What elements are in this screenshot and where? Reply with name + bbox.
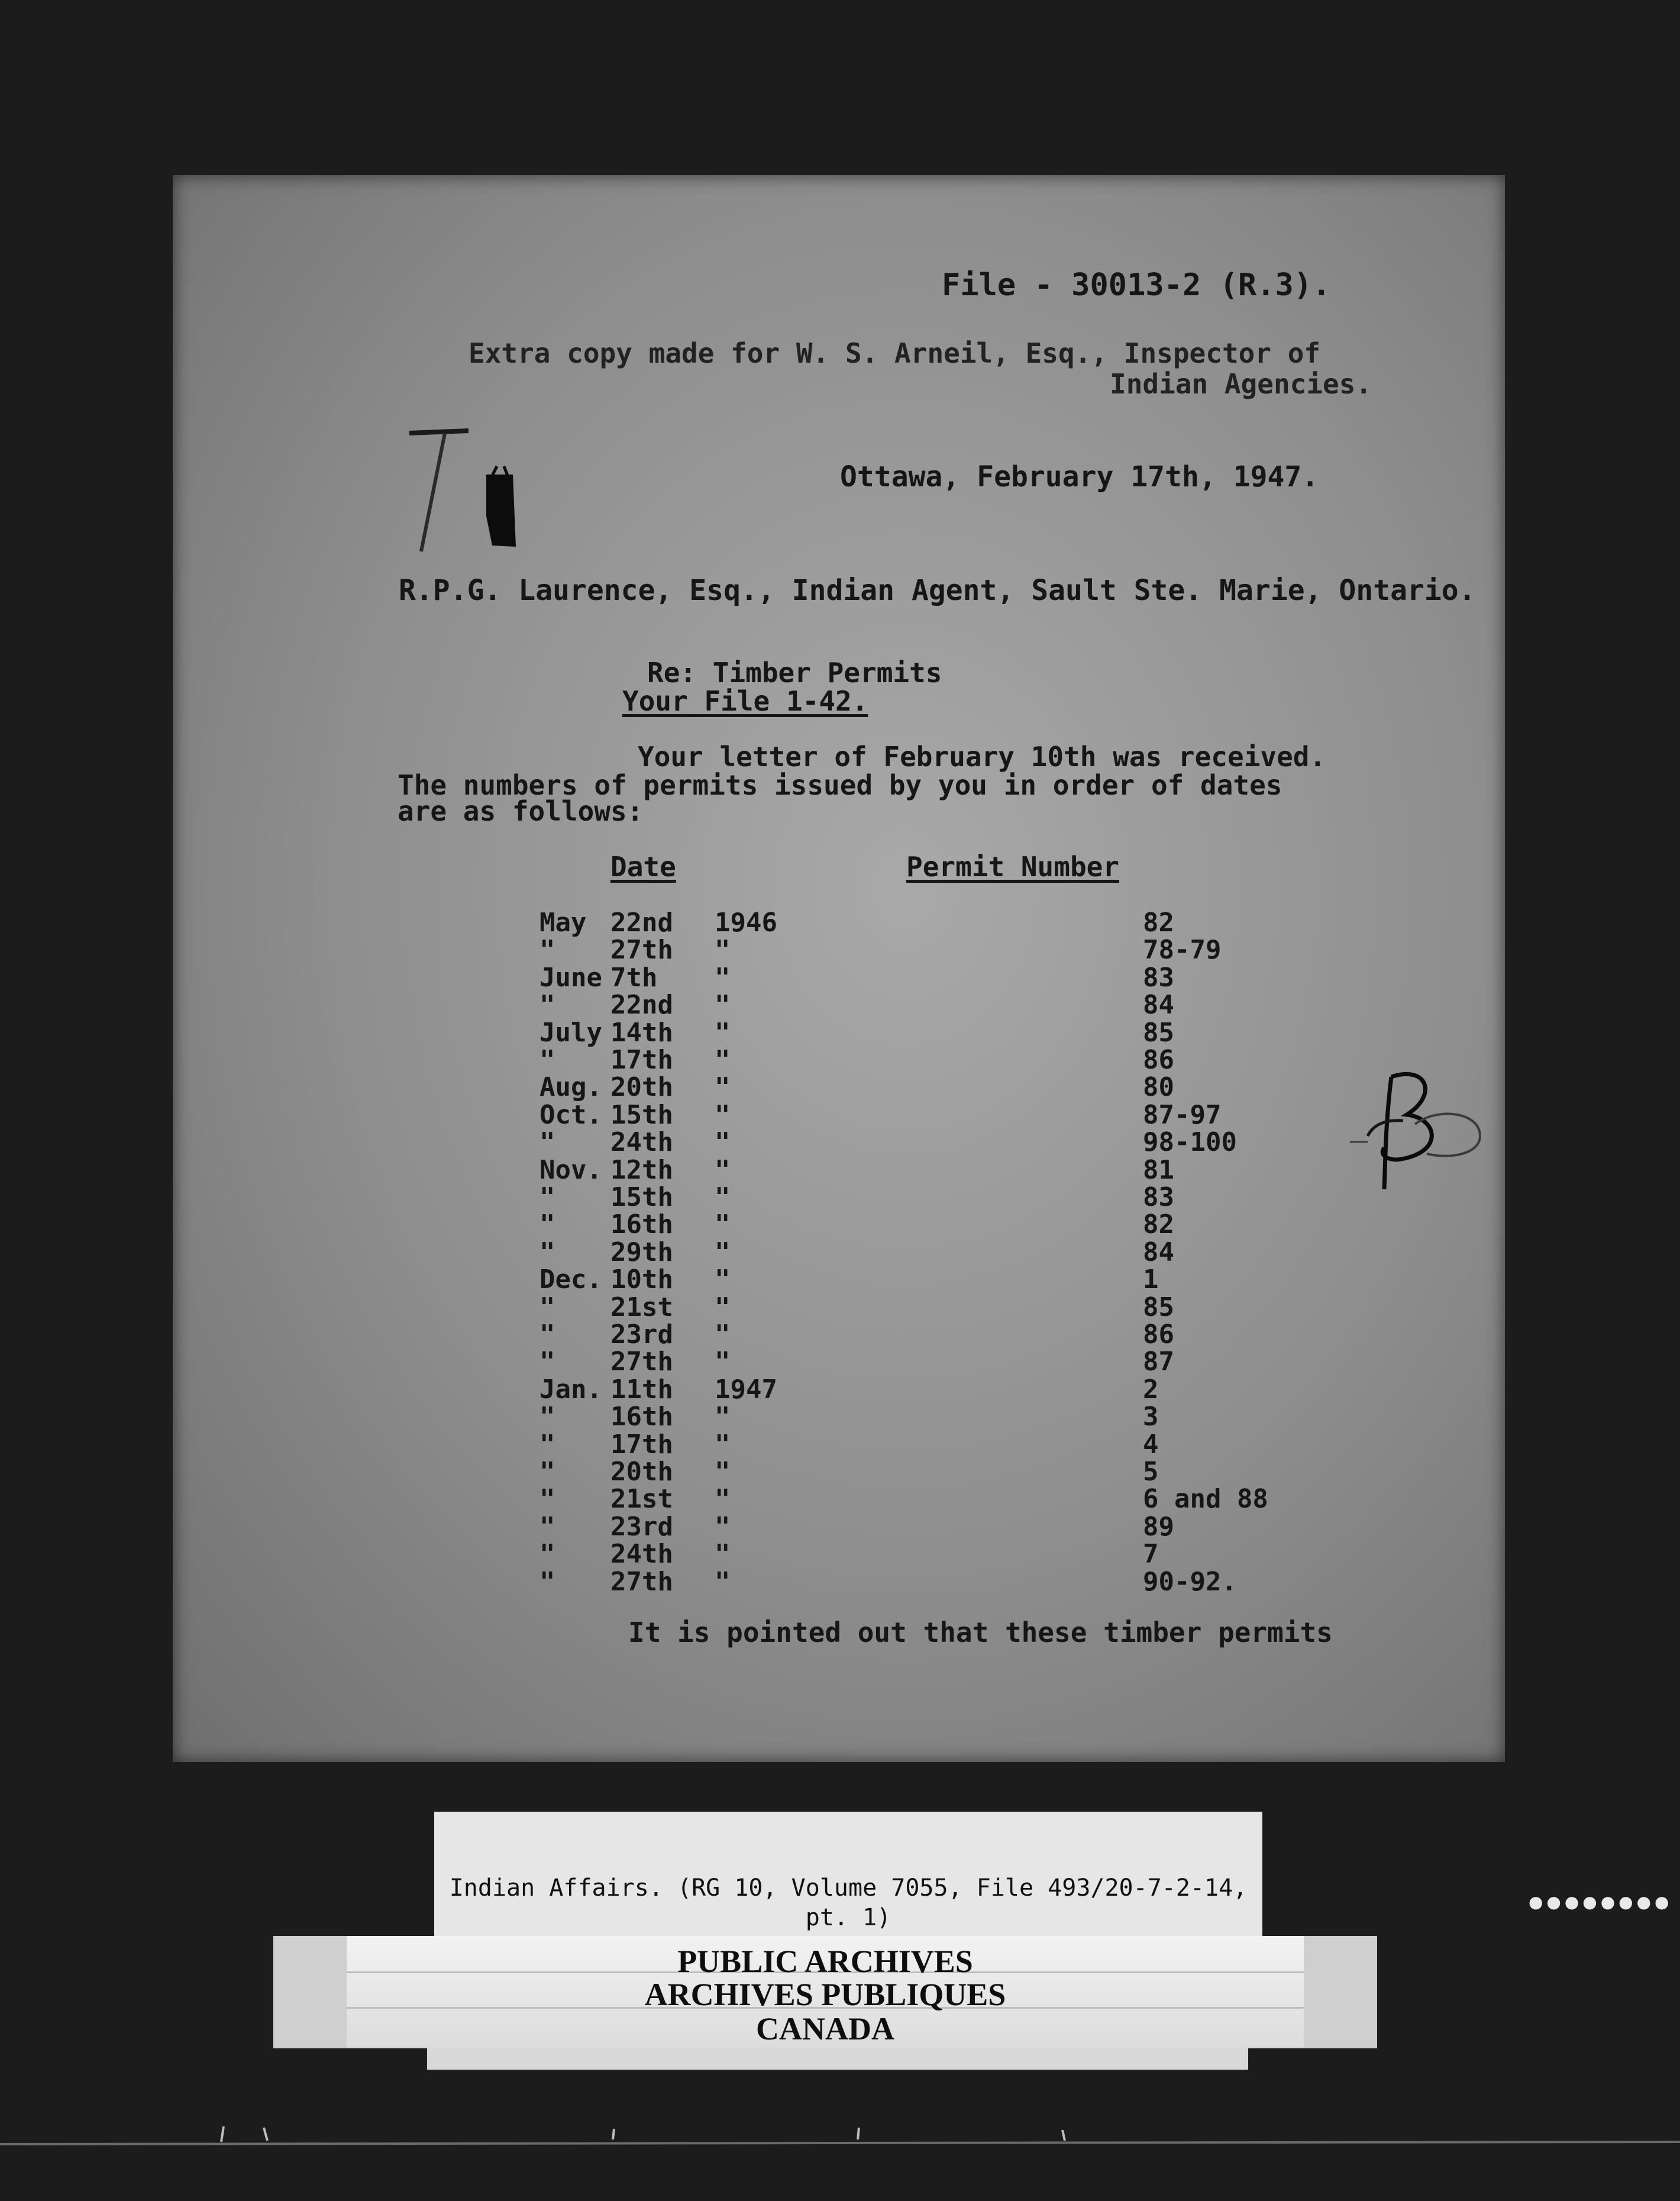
corner-pen-marks: [398, 409, 575, 587]
header-date: Date: [610, 851, 676, 883]
table-row: [539, 1237, 1190, 1267]
row-month: ": [539, 1182, 555, 1212]
table-row: [539, 1072, 1190, 1103]
row-day: 22nd: [610, 990, 673, 1021]
row-permit-number: 82: [1143, 908, 1174, 938]
row-year: ": [715, 1154, 731, 1185]
table-row: [539, 1484, 1268, 1515]
header-permit-number: Permit Number: [906, 851, 1120, 883]
row-year: 1946: [715, 908, 777, 938]
row-month: ": [539, 1347, 555, 1377]
row-permit-number: 80: [1143, 1072, 1174, 1103]
table-row: [539, 1402, 1190, 1432]
addressee: R.P.G. Laurence, Esq., Indian Agent, Sault Ste. Marie, Ontario.: [399, 574, 1476, 607]
row-year: ": [715, 1484, 731, 1515]
row-month: ": [539, 1292, 555, 1322]
table-row: [539, 1209, 1190, 1240]
row-year: ": [715, 1209, 731, 1240]
row-permit-number: 81: [1143, 1154, 1174, 1185]
row-month: ": [539, 1539, 555, 1570]
row-year: ": [715, 1539, 731, 1570]
row-permit-number: 83: [1143, 1182, 1174, 1212]
row-day: 27th: [610, 1347, 673, 1377]
row-year: ": [715, 962, 731, 993]
row-month: July: [539, 1017, 602, 1048]
row-day: 21st: [610, 1292, 673, 1322]
row-month: Oct.: [539, 1099, 602, 1130]
table-row: [539, 990, 1190, 1021]
row-month: ": [539, 1457, 555, 1487]
row-permit-number: 85: [1143, 1292, 1174, 1322]
row-day: 23rd: [610, 1511, 673, 1542]
row-year: ": [715, 1292, 731, 1322]
row-day: 12th: [610, 1154, 673, 1185]
row-permit-number: 2: [1143, 1374, 1159, 1405]
body-line3: are as follows:: [398, 795, 644, 827]
table-row: [539, 962, 1190, 993]
row-day: 17th: [610, 1429, 673, 1460]
row-permit-number: 87: [1143, 1347, 1174, 1377]
row-day: 22nd: [610, 908, 673, 938]
row-month: Aug.: [539, 1072, 602, 1103]
row-day: 17th: [610, 1045, 673, 1075]
table-row: [539, 1374, 1190, 1405]
table-row: [539, 1045, 1190, 1075]
row-year: ": [715, 1402, 731, 1432]
row-permit-number: 84: [1143, 990, 1174, 1021]
row-day: 11th: [610, 1374, 673, 1405]
dateline: Ottawa, February 17th, 1947.: [840, 460, 1319, 493]
table-row: [539, 1347, 1190, 1377]
row-permit-number: 7: [1143, 1539, 1159, 1570]
table-row: [539, 1127, 1237, 1158]
row-day: 16th: [610, 1402, 673, 1432]
table-row: [539, 1182, 1190, 1212]
table-row: [539, 1319, 1190, 1350]
row-day: 23rd: [610, 1319, 673, 1350]
table-row: [539, 1539, 1190, 1570]
row-month: ": [539, 1045, 555, 1075]
row-month: ": [539, 1237, 555, 1267]
film-edge-ticks: [0, 2124, 1680, 2148]
table-row: [539, 1154, 1190, 1185]
row-day: 16th: [610, 1209, 673, 1240]
row-year: ": [715, 1319, 731, 1350]
row-permit-number: 86: [1143, 1319, 1174, 1350]
row-permit-number: 3: [1143, 1402, 1159, 1432]
row-day: 15th: [610, 1099, 673, 1130]
row-year: ": [715, 1511, 731, 1542]
copy-note-line2: Indian Agencies.: [1110, 368, 1372, 400]
archives-line3: CANADA: [756, 2011, 894, 2047]
archives-line1: PUBLIC ARCHIVES: [677, 1944, 973, 1979]
table-row: [539, 935, 1222, 966]
table-row: [539, 1264, 1190, 1295]
row-permit-number: 90-92.: [1143, 1566, 1237, 1597]
row-permit-number: 6 and 88: [1143, 1484, 1268, 1515]
row-day: 27th: [610, 1566, 673, 1597]
table-row: [539, 1292, 1190, 1322]
row-day: 27th: [610, 935, 673, 966]
row-year: ": [715, 1045, 731, 1075]
row-month: Jan.: [539, 1374, 602, 1405]
row-month: May: [539, 908, 587, 938]
label-bottom-strip: [427, 2048, 1248, 2070]
row-month: ": [539, 1566, 555, 1597]
row-day: 15th: [610, 1182, 673, 1212]
citation-line1: Indian Affairs. (RG 10, Volume 7055, File 493/20-7-2-14,: [449, 1874, 1248, 1902]
row-month: ": [539, 935, 555, 966]
table-row: [539, 1017, 1190, 1048]
table-row: [539, 1566, 1237, 1597]
row-month: ": [539, 1209, 555, 1240]
row-month: ": [539, 1429, 555, 1460]
row-year: ": [715, 1566, 731, 1597]
row-permit-number: 82: [1143, 1209, 1174, 1240]
row-day: 20th: [610, 1072, 673, 1103]
row-permit-number: 4: [1143, 1429, 1159, 1460]
row-year: 1947: [715, 1374, 777, 1405]
row-month: ": [539, 1319, 555, 1350]
row-permit-number: 78-79: [1143, 935, 1222, 966]
table-row: [539, 908, 1190, 938]
row-month: ": [539, 990, 555, 1021]
row-month: Nov.: [539, 1154, 602, 1185]
row-year: ": [715, 1127, 731, 1158]
subject-line2: Your File 1-42.: [622, 685, 868, 717]
row-permit-number: 89: [1143, 1511, 1174, 1542]
file-reference: File - 30013-2 (R.3).: [942, 267, 1331, 303]
row-month: ": [539, 1402, 555, 1432]
edge-perforation-dots: ●●●●●●●●: [1529, 1892, 1673, 1912]
citation-label: [434, 1812, 1262, 1937]
row-month: ": [539, 1484, 555, 1515]
row-year: ": [715, 1237, 731, 1267]
row-month: ": [539, 1127, 555, 1158]
row-month: Dec.: [539, 1264, 602, 1295]
closing-line: It is pointed out that these timber permits: [628, 1616, 1333, 1648]
public-archives-stamp: [273, 1936, 1377, 2048]
row-year: ": [715, 1347, 731, 1377]
row-year: ": [715, 1072, 731, 1103]
row-permit-number: 86: [1143, 1045, 1174, 1075]
row-day: 24th: [610, 1539, 673, 1570]
row-permit-number: 85: [1143, 1017, 1174, 1048]
row-day: 21st: [610, 1484, 673, 1515]
row-day: 10th: [610, 1264, 673, 1295]
row-permit-number: 83: [1143, 962, 1174, 993]
table-row: [539, 1457, 1190, 1487]
row-month: ": [539, 1511, 555, 1542]
table-row: [539, 1099, 1222, 1130]
citation-line2: pt. 1): [805, 1904, 891, 1931]
row-permit-number: 98-100: [1143, 1127, 1237, 1158]
row-day: 24th: [610, 1127, 673, 1158]
row-permit-number: 5: [1143, 1457, 1159, 1487]
row-year: ": [715, 990, 731, 1021]
row-year: ": [715, 1182, 731, 1212]
row-year: ": [715, 1457, 731, 1487]
copy-note-line1: Extra copy made for W. S. Arneil, Esq., Inspector of: [469, 337, 1321, 369]
row-year: ": [715, 935, 731, 966]
row-year: ": [715, 1264, 731, 1295]
table-row: [539, 1511, 1190, 1542]
table-row: [539, 1429, 1190, 1460]
row-day: 14th: [610, 1017, 673, 1048]
row-day: 29th: [610, 1237, 673, 1267]
archives-line2: ARCHIVES PUBLIQUES: [644, 1977, 1006, 2012]
row-year: ": [715, 1017, 731, 1048]
handwritten-initials: [1350, 1053, 1527, 1201]
row-permit-number: 87-97: [1143, 1099, 1222, 1130]
row-year: ": [715, 1429, 731, 1460]
body-line1: Your letter of February 10th was received.: [638, 741, 1326, 773]
row-day: 20th: [610, 1457, 673, 1487]
row-month: June: [539, 962, 602, 993]
row-permit-number: 84: [1143, 1237, 1174, 1267]
row-day: 7th: [610, 962, 658, 993]
row-permit-number: 1: [1143, 1264, 1159, 1295]
body-line2: The numbers of permits issued by you in order of dates: [398, 769, 1282, 801]
row-year: ": [715, 1099, 731, 1130]
subject-line1: Re: Timber Permits: [647, 657, 942, 689]
